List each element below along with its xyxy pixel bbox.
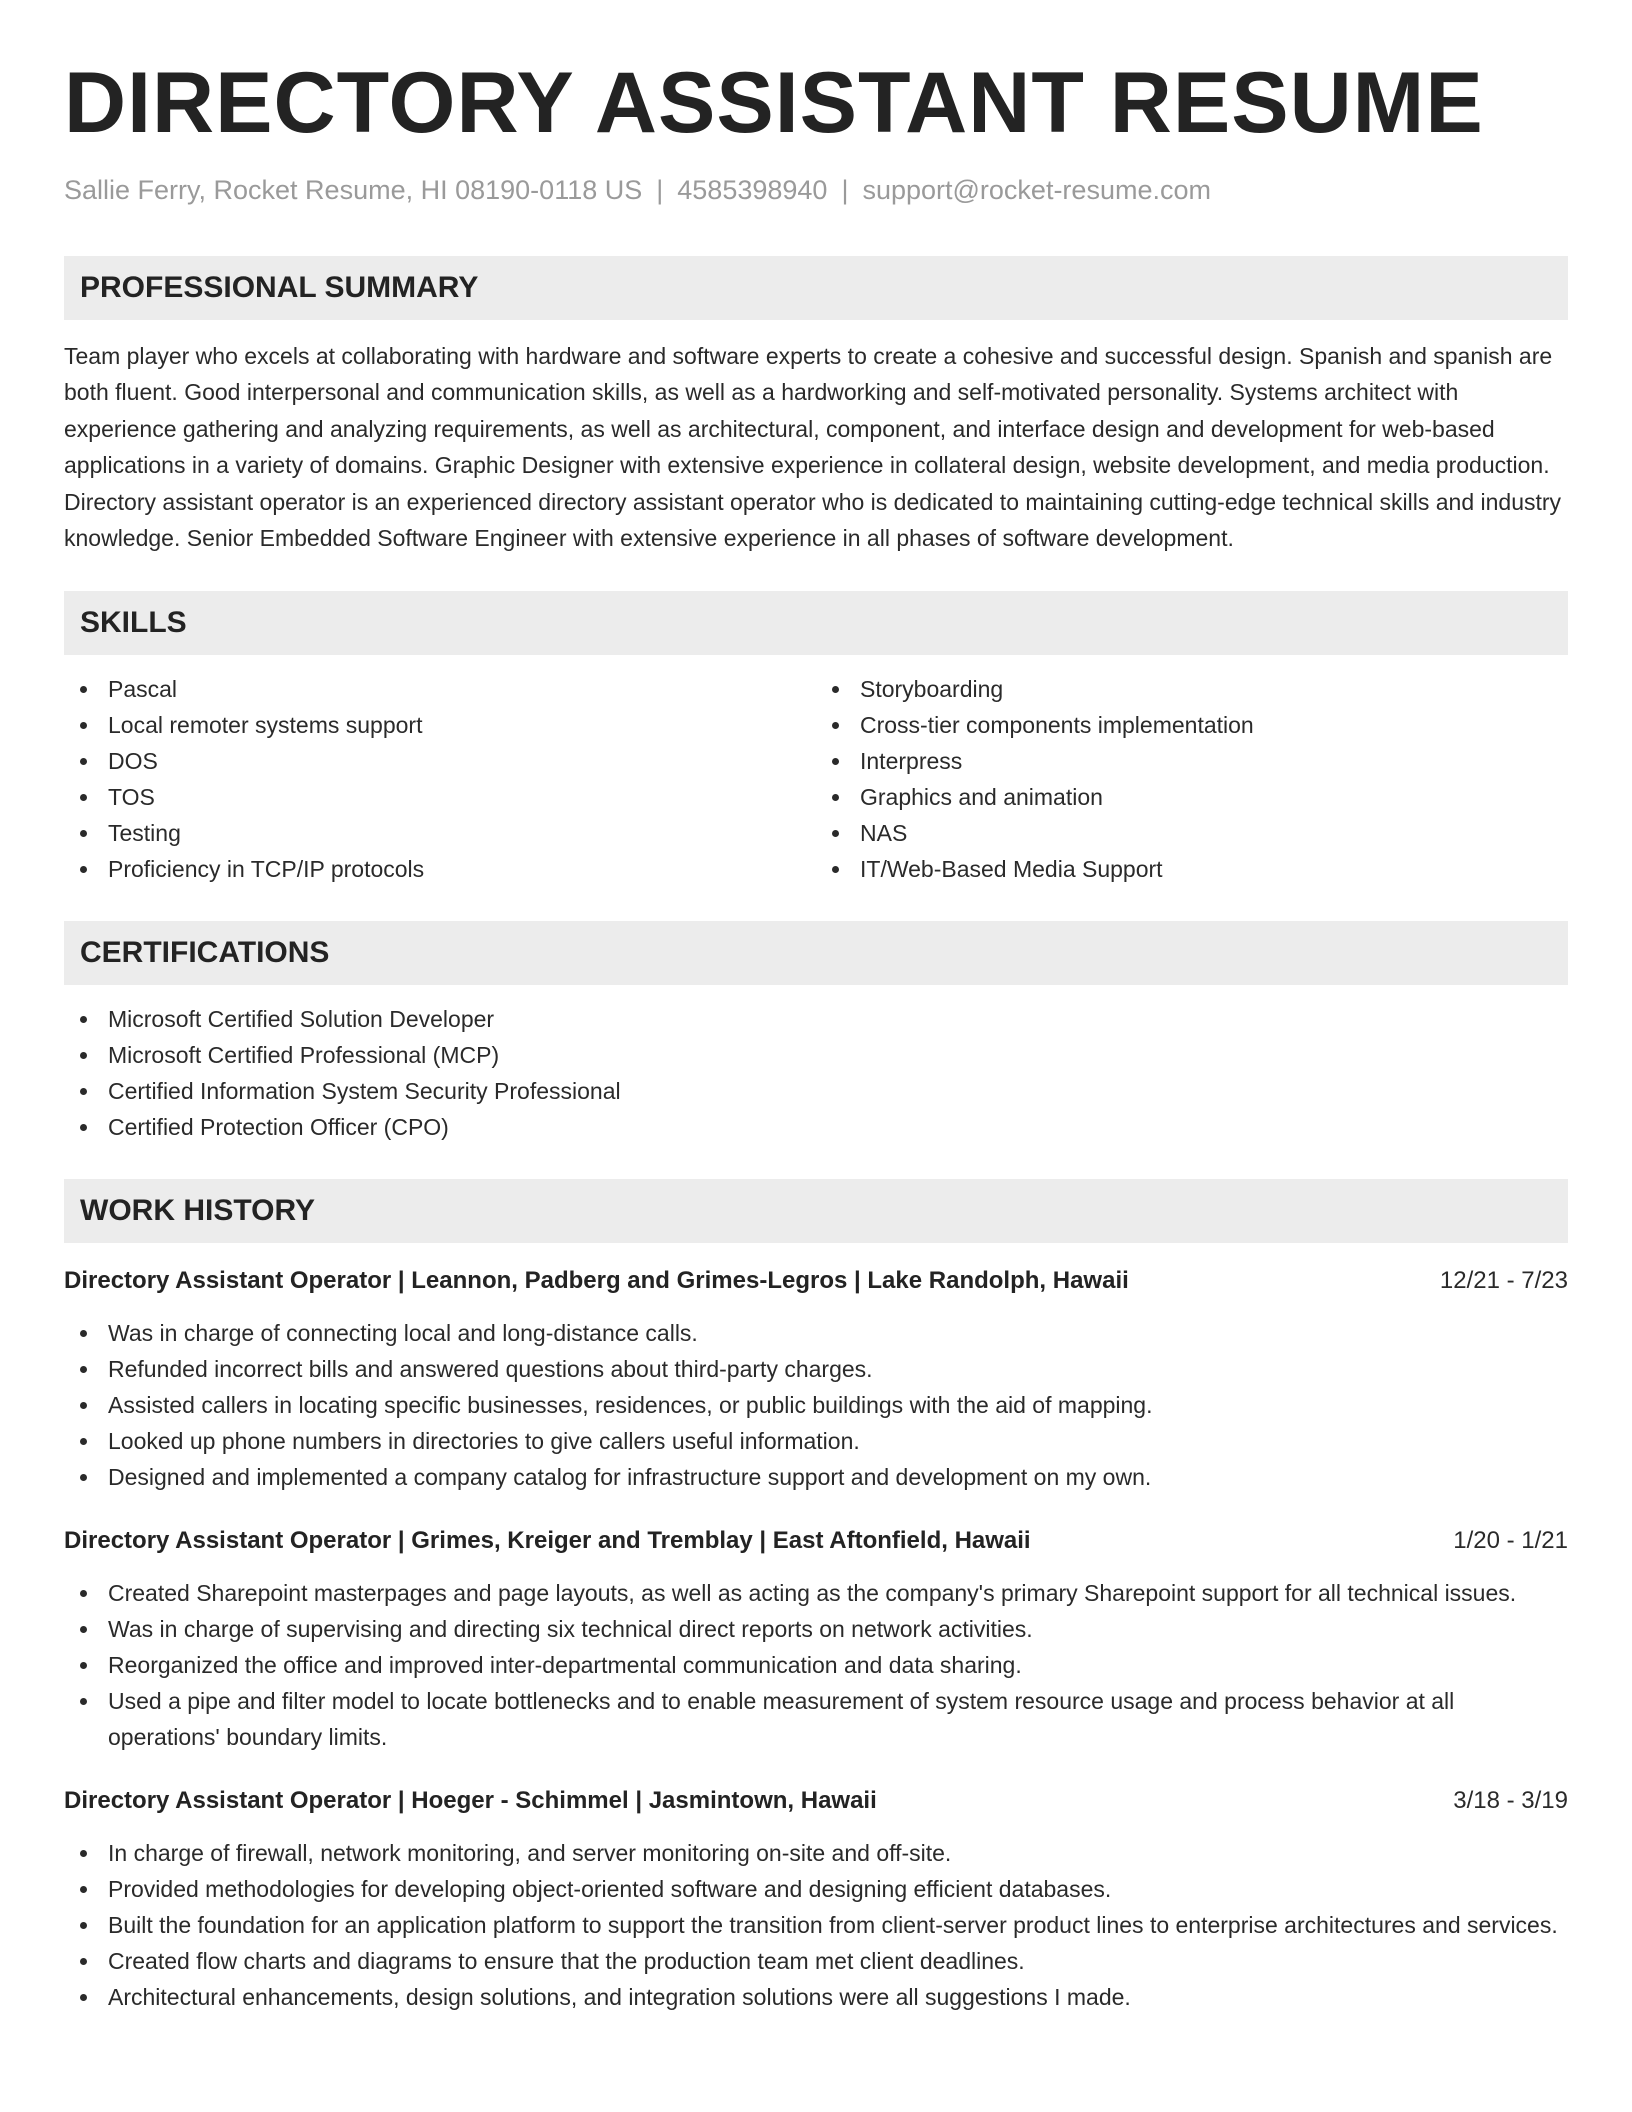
skill-item: TOS [64,779,816,815]
skills-column-left [64,671,816,887]
skill-item: Proficiency in TCP/IP protocols [64,851,816,887]
job-bullet: Used a pipe and filter model to locate bottlenecks and to enable measurement of system resource usage and process behavior at all operations' boundary limits. [64,1683,1568,1755]
job-entry [64,1263,1568,1495]
skill-item: Storyboarding [816,671,1568,707]
job-bullet: Built the foundation for an application platform to support the transition from client-server product lines to enterprise architectures and services. [64,1907,1568,1943]
job-bullet: Was in charge of connecting local and long-distance calls. [64,1315,1568,1351]
job-bullet: Was in charge of supervising and directing six technical direct reports on network activities. [64,1611,1568,1647]
job-entry [64,1783,1568,2015]
skill-item: Testing [64,815,816,851]
summary-text: Team player who excels at collaborating with hardware and software experts to create a cohesive and successful design. Spanish and spanish are both fluent. Good interpersonal and communication skills, as well as a hardworking and self-motivated personality. Systems architect with experience gathering and analyzing requirements, as well as architectural, component, and interface design and development for web-based applications in a variety of domains. Graphic Designer with extensive experience in collateral design, website development, and media production. Directory assistant operator is an experienced directory assistant operator who is dedicated to maintaining cutting-edge technical skills and industry knowledge. Senior Embedded Software Engineer with extensive experience in all phases of software development. [64,342,1562,552]
contact-phone: 4585398940 [677,174,828,205]
job-bullet-list [64,1315,1568,1495]
skill-item: Local remoter systems support [64,707,816,743]
job-header [64,1263,1568,1299]
job-bullet: Looked up phone numbers in directories to give callers useful information. [64,1423,1568,1459]
job-bullet: In charge of firewall, network monitoring, and server monitoring on-site and off-site. [64,1835,1568,1871]
certifications-list [64,1001,1568,1145]
certification-item: Certified Information System Security Professional [64,1073,1568,1109]
job-title: Directory Assistant Operator | Grimes, Kreiger and Tremblay | East Aftonfield, Hawaii [64,1526,1031,1554]
job-bullet-list [64,1575,1568,1755]
skills-column-right [816,671,1568,887]
contact-email: support@rocket-resume.com [862,174,1211,205]
certification-item: Certified Protection Officer (CPO) [64,1109,1568,1145]
job-title: Directory Assistant Operator | Hoeger - Schimmel | Jasmintown, Hawaii [64,1786,877,1814]
contact-separator: | [656,174,664,205]
skill-item: Graphics and animation [816,779,1568,815]
skill-item: IT/Web-Based Media Support [816,851,1568,887]
job-title: Directory Assistant Operator | Leannon, Padberg and Grimes-Legros | Lake Randolph, Hawaii [64,1266,1129,1294]
job-bullet: Architectural enhancements, design solutions, and integration solutions were all suggestions I made. [64,1979,1568,2015]
job-bullet: Created flow charts and diagrams to ensure that the production team met client deadlines. [64,1943,1568,1979]
contact-address: Sallie Ferry, Rocket Resume, HI 08190-0118 US [64,174,643,205]
skills-list [64,671,1568,887]
job-bullet-list [64,1835,1568,2015]
job-dates: 1/20 - 1/21 [1453,1526,1568,1554]
section-header-skills: SKILLS [64,591,1568,655]
job-dates: 12/21 - 7/23 [1439,1266,1568,1294]
job-bullet: Reorganized the office and improved inter-departmental communication and data sharing. [64,1647,1568,1683]
job-entry [64,1523,1568,1755]
section-header-work-history: WORK HISTORY [64,1179,1568,1243]
skill-item: DOS [64,743,816,779]
job-bullet: Designed and implemented a company catalog for infrastructure support and development on my own. [64,1459,1568,1495]
section-header-certifications: CERTIFICATIONS [64,921,1568,985]
job-bullet: Provided methodologies for developing object-oriented software and designing efficient databases. [64,1871,1568,1907]
contact-separator: | [841,174,849,205]
certification-item: Microsoft Certified Solution Developer [64,1001,1568,1037]
job-bullet: Refunded incorrect bills and answered questions about third-party charges. [64,1351,1568,1387]
skill-item: Interpress [816,743,1568,779]
job-header [64,1783,1568,1819]
resume-title: DIRECTORY ASSISTANT RESUME [64,55,1484,151]
contact-line [64,173,1568,208]
job-bullet: Created Sharepoint masterpages and page layouts, as well as acting as the company's primary Sharepoint support for all technical issues. [64,1575,1568,1611]
job-header [64,1523,1568,1559]
skill-item: Pascal [64,671,816,707]
certification-item: Microsoft Certified Professional (MCP) [64,1037,1568,1073]
skill-item: NAS [816,815,1568,851]
job-bullet: Assisted callers in locating specific businesses, residences, or public buildings with the aid of mapping. [64,1387,1568,1423]
section-header-summary: PROFESSIONAL SUMMARY [64,256,1568,320]
skill-item: Cross-tier components implementation [816,707,1568,743]
work-history-list [64,1263,1568,2015]
job-dates: 3/18 - 3/19 [1453,1786,1568,1814]
